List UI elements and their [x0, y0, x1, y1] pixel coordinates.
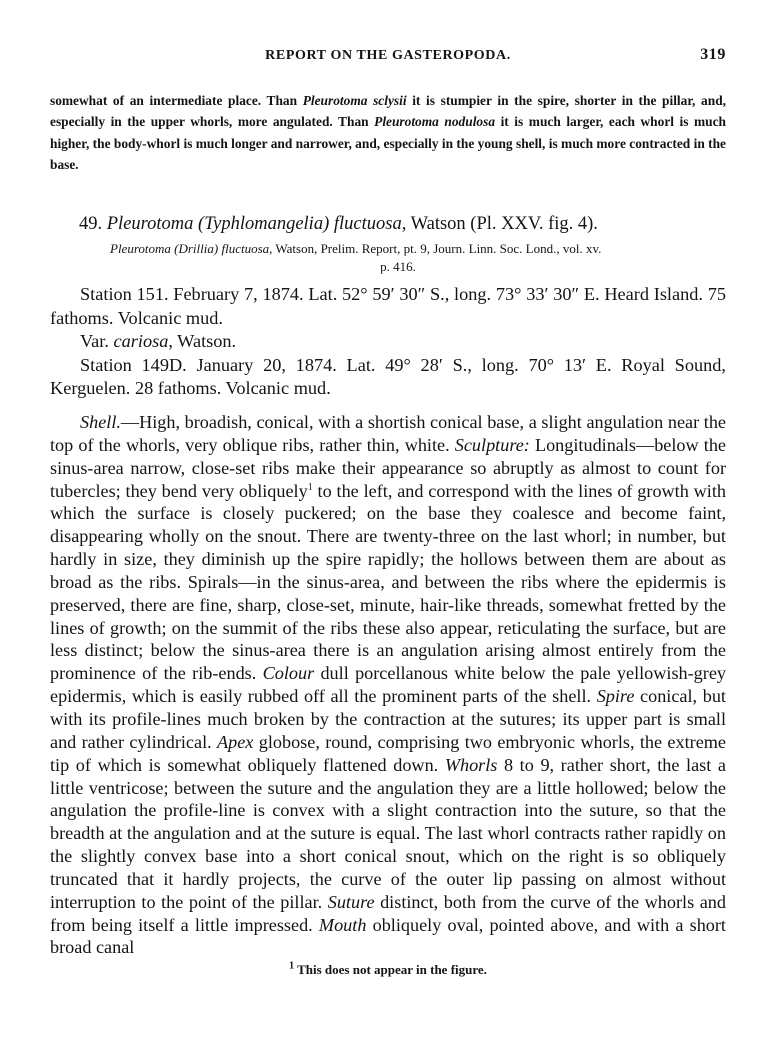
variety-author: , Watson.	[168, 331, 237, 352]
variety-label: Var.	[80, 331, 114, 352]
running-title: REPORT ON THE GASTEROPODA.	[265, 48, 511, 63]
species-number: 49.	[79, 214, 103, 234]
synonym-epithet: fluctuosa	[221, 241, 270, 256]
intro-text: it is stumpier in the spire, shorter in the pillar, and, especially in the upper whorls, more angulated. Than	[50, 93, 726, 130]
heading-shell: Shell.	[80, 412, 121, 432]
species-epithet: fluctuosa	[333, 214, 402, 234]
description-text: obliquely oval, pointed above, and with a short broad canal	[50, 914, 726, 958]
description-text: to the left, and correspond with the lines of growth with which the surface is closely puckered; on the base they coalesce and become faint, disappearing wholly on the snout. There are twenty-three on the last whorl; in number, but hardly in size, they diminish up the spire rapidly; the hollows between them are about as broad as the ribs. Spirals—in the sinus-area, and between the ribs where the epidermis is preserved, there are fine, sharp, close-set, minute, hair-like threads, somewhat fretted by the lines of growth; on the summit of the ribs these also appear, reticulating the surface, but are less distinct; below the sinus-area there is an angulation arising almost entirely from the prominence of the rib-ends.	[50, 480, 726, 684]
description-text: dull porcellanous white below the pale yellowish-grey epidermis, which is easily rubbed off all the prominent parts of the shell.	[50, 663, 726, 707]
footnote	[50, 962, 726, 978]
description-text: conical, but with its profile-lines much broken by the contraction at the sutures; its upper part is small and rather cylindrical.	[50, 686, 726, 752]
intro-taxon: Pleurotoma nodulosa	[374, 114, 496, 130]
synonym-genus: Pleurotoma	[110, 241, 171, 256]
footnote-reference: 1	[307, 481, 313, 493]
intro-paragraph	[50, 90, 726, 175]
station-label: Station 149	[80, 354, 169, 375]
heading-mouth: Mouth	[318, 914, 367, 935]
footnote-text: This does not appear in the figure.	[294, 962, 487, 977]
station-151: Station 151. February 7, 1874. Lat. 52° 59′ 30″ S., long. 73° 33′ 30″ E. Heard Island. 75 fathoms. Volcanic mud.	[50, 284, 726, 328]
station-records	[50, 283, 726, 401]
heading-suture: Suture	[327, 891, 375, 912]
description-text: globose, round, comprising two embryonic whorls, the extreme tip of which is somewhat obliquely flattened down.	[50, 731, 727, 775]
synonym-reference: , Watson, Prelim. Report, pt. 9, Journ. Linn. Soc. Lond., vol. xv.	[269, 241, 602, 256]
heading-whorls: Whorls	[444, 754, 498, 775]
species-author: , Watson (Pl. XXV. fig. 4).	[401, 214, 598, 234]
running-header	[50, 48, 726, 68]
synonymy	[110, 240, 726, 276]
intro-text: somewhat of an intermediate place. Than	[50, 93, 303, 108]
page-number: 319	[700, 46, 726, 63]
variety-name: cariosa	[113, 331, 169, 352]
synonym-page: p. 416.	[380, 259, 416, 274]
station-details: . January 20, 1874. Lat. 49° 28′ S., long. 70° 13′ E. Royal Sound, Kerguelen. 28 fathoms. Volcanic mud.	[50, 354, 726, 399]
heading-colour: Colour	[262, 663, 315, 684]
description-text: —High, broadish, conical, with a shortish conical base, a slight angulation near the top of the whorls, very oblique ribs, rather thin, white.	[50, 412, 726, 455]
station-suffix: D	[168, 354, 183, 375]
description-text: distinct, both from the curve of the whorls and from being itself a little impressed.	[50, 891, 726, 935]
description-text: 8 to 9, rather short, the last a little ventricose; between the suture and the angulation they are a little hollowed; below the angulation the profile-line is convex with a slight contraction into the suture, so that the breadth at the angulation and at the suture is equal. The last whorl contracts rather rapidly on the slightly convex base into a short conical snout, which on the right is so obliquely truncated that it hardly projects, the curve of the outer lip passing on almost without interruption to the point of the pillar.	[50, 754, 726, 912]
variety-line	[50, 330, 726, 354]
synonym-subgenus: (Drillia)	[174, 241, 219, 256]
intro-text: it is much larger, each whorl is much higher, the body-whorl is much longer and narrower, and, especially in the young shell, is much more contracted in the base.	[50, 114, 727, 172]
station-149d	[50, 354, 726, 401]
species-heading	[50, 212, 726, 236]
footnote-mark: 1	[289, 960, 295, 972]
shell-description	[50, 411, 726, 959]
description-text: Longitudinals—below the sinus-area narrow, close-set ribs make their appearance so abruptly as almost to count for tubercles; they bend very obliquely	[50, 434, 726, 501]
species-subgenus: (Typhlomangelia)	[198, 214, 330, 234]
heading-apex: Apex	[217, 731, 254, 752]
intro-taxon: Pleurotoma sclysii	[302, 93, 407, 108]
heading-sculpture: Sculpture:	[454, 434, 530, 455]
heading-spire: Spire	[596, 686, 635, 707]
species-genus: Pleurotoma	[106, 214, 194, 234]
